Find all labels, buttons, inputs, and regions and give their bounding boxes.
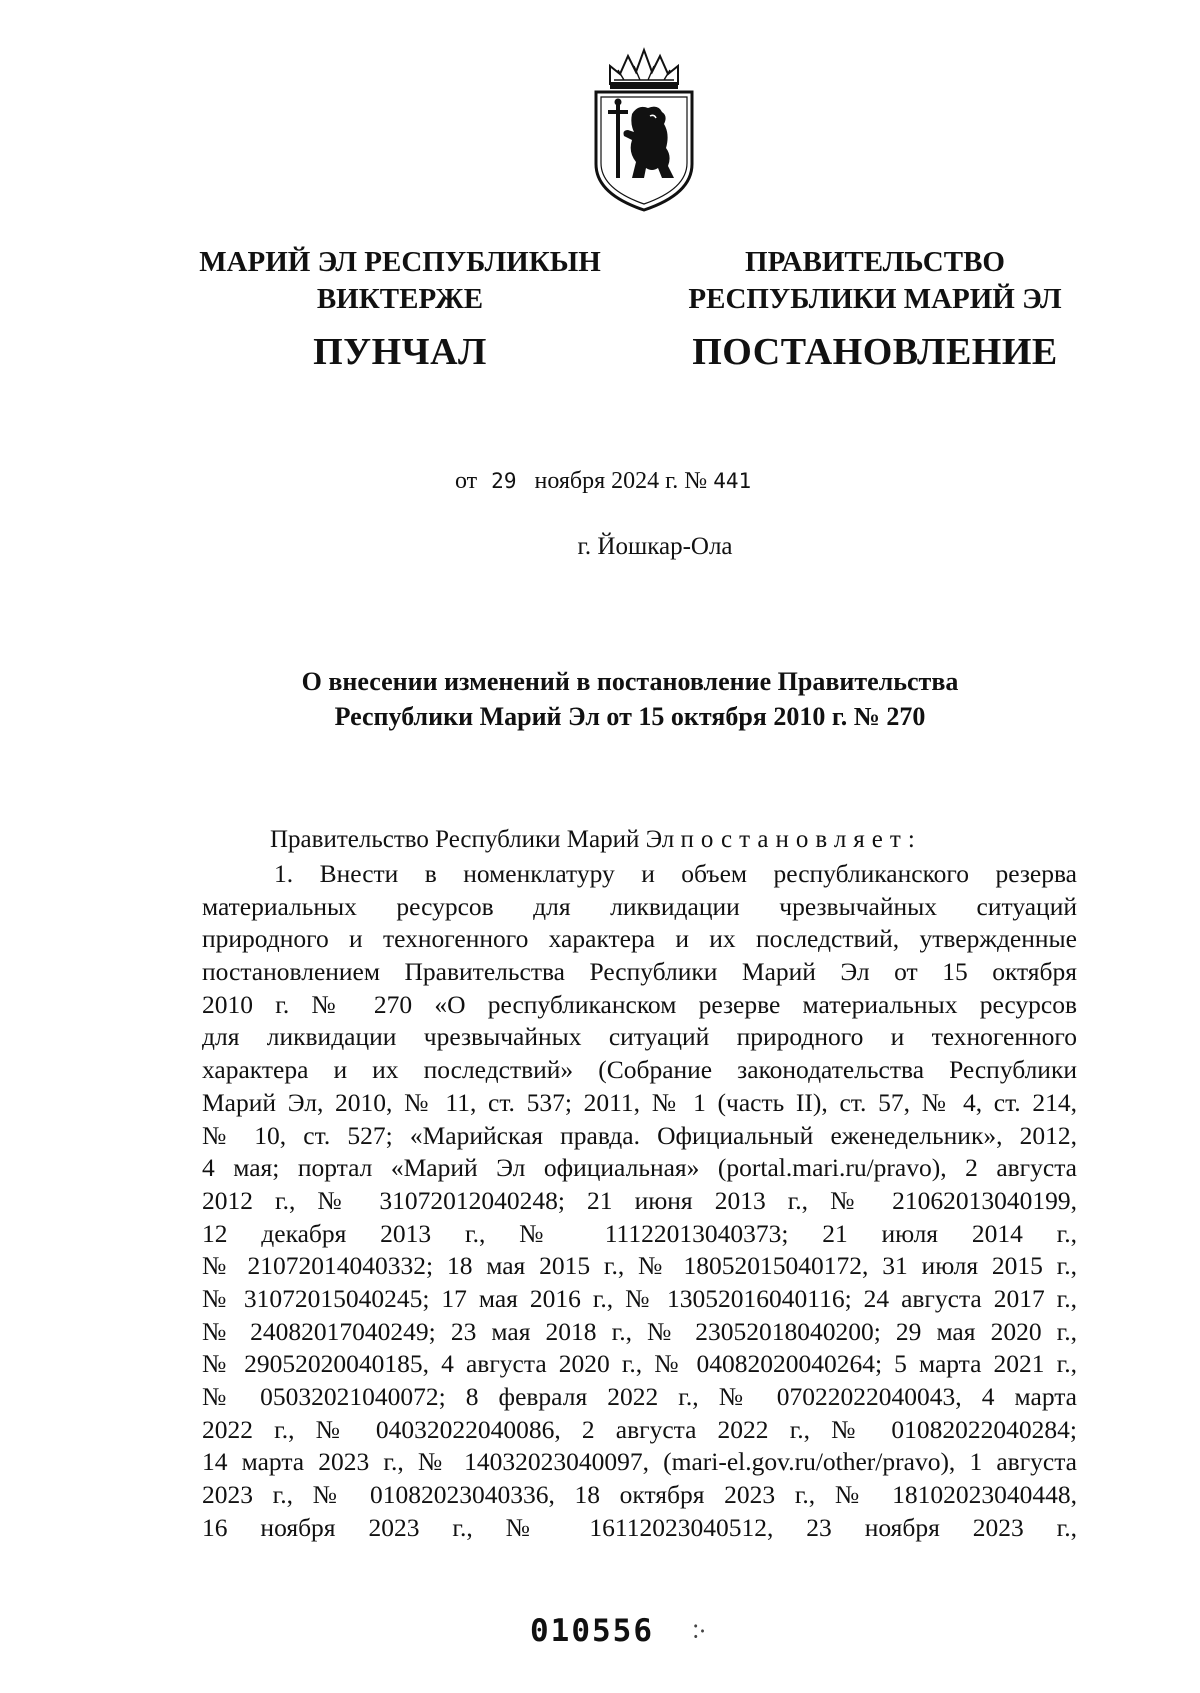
footer-serial-number: 010556 bbox=[530, 1613, 654, 1649]
body-line: № 10, ст. 527; «Марийская правда. Официальный еженедельник», 2012, bbox=[202, 1120, 1077, 1150]
body-line: 1. Внести в номенклатуру и объем республиканского резерва bbox=[274, 859, 1077, 888]
footer-mark-icon: ჻ bbox=[693, 1614, 706, 1645]
date-prefix: от bbox=[455, 468, 478, 494]
body-line: 2012 г., № 31072012040248; 21 июня 2013 г., № 21062013040199, bbox=[202, 1185, 1077, 1215]
body-line: № 05032021040072; 8 февраля 2022 г., № 07022022040043, 4 марта bbox=[202, 1382, 1077, 1411]
body-line: 2010 г. № 270 «О республиканском резерве материальных ресурсов bbox=[202, 989, 1077, 1019]
document-number: 441 bbox=[713, 469, 752, 493]
document-city: г. Йошкар-Ола bbox=[577, 533, 733, 560]
header-right-russian bbox=[660, 244, 1090, 376]
body-line: материальных ресурсов для ликвидации чрезвычайных ситуаций bbox=[202, 891, 1077, 921]
body-line: № 31072015040245; 17 мая 2016 г., № 13052016040116; 24 августа 2017 г., bbox=[202, 1283, 1077, 1313]
date-month-year: ноября 2024 г. № bbox=[534, 468, 708, 494]
date-day: 29 bbox=[491, 469, 517, 493]
body-line: природного и техногенного характера и их последствий, утвержденные bbox=[202, 924, 1077, 954]
header-right-line1: ПРАВИТЕЛЬСТВО bbox=[745, 246, 1005, 278]
header-right-title: ПОСТАНОВЛЕНИЕ bbox=[692, 331, 1058, 373]
body-line: 2022 г., № 04032022040086, 2 августа 2022 г., № 01082022040284; bbox=[202, 1414, 1077, 1444]
header-left-line1: МАРИЙ ЭЛ РЕСПУБЛИКЫН bbox=[199, 246, 601, 278]
document-subject bbox=[190, 664, 1070, 734]
body-line: 16 ноября 2023 г., № 16112023040512, 23 ноября 2023 г., bbox=[202, 1512, 1077, 1542]
body-line: 12 декабря 2013 г., № 11122013040373; 21 июля 2014 г., bbox=[202, 1218, 1077, 1248]
body-line: для ликвидации чрезвычайных ситуаций природного и техногенного bbox=[202, 1022, 1077, 1052]
document-date-number bbox=[455, 468, 751, 495]
header-right-line2: РЕСПУБЛИКИ МАРИЙ ЭЛ bbox=[688, 283, 1062, 315]
subject-line1: О внесении изменений в постановление Правительства bbox=[301, 667, 959, 696]
body-line: 4 мая; портал «Марий Эл официальная» (portal.mari.ru/pravo), 2 августа bbox=[202, 1153, 1077, 1183]
body-line: 14 марта 2023 г., № 14032023040097, (mari-el.gov.ru/other/pravo), 1 августа bbox=[202, 1447, 1077, 1477]
header-left-line2: ВИКТЕРЖЕ bbox=[316, 283, 484, 315]
body-line: постановлением Правительства Республики Марий Эл от 15 октября bbox=[202, 957, 1077, 987]
preamble-text: Правительство Республики Марий Эл bbox=[270, 826, 681, 853]
body-line: № 29052020040185, 4 августа 2020 г., № 04082020040264; 5 марта 2021 г., bbox=[202, 1349, 1077, 1379]
preamble-spaced: постановляет: bbox=[680, 826, 922, 853]
body-line: 2023 г., № 01082023040336, 18 октября 2023 г., № 18102023040448, bbox=[202, 1480, 1077, 1510]
body-line: характера и их последствий» (Собрание законодательства Республики bbox=[202, 1055, 1077, 1085]
mari-el-coat-of-arms-icon bbox=[588, 44, 700, 214]
body-line: № 24082017040249; 23 мая 2018 г., № 23052018040200; 29 мая 2020 г., bbox=[202, 1316, 1077, 1346]
body-line: № 21072014040332; 18 мая 2015 г., № 18052015040172, 31 июля 2015 г., bbox=[202, 1251, 1077, 1281]
preamble bbox=[270, 826, 922, 854]
document-body bbox=[202, 858, 1077, 1544]
subject-line2: Республики Марий Эл от 15 октября 2010 г. № 270 bbox=[334, 702, 926, 731]
header-left-title: ПУНЧАЛ bbox=[313, 331, 487, 373]
header-left-mari bbox=[180, 244, 620, 376]
body-line: Марий Эл, 2010, № 11, ст. 537; 2011, № 1 (часть II), ст. 57, № 4, ст. 214, bbox=[202, 1087, 1077, 1117]
